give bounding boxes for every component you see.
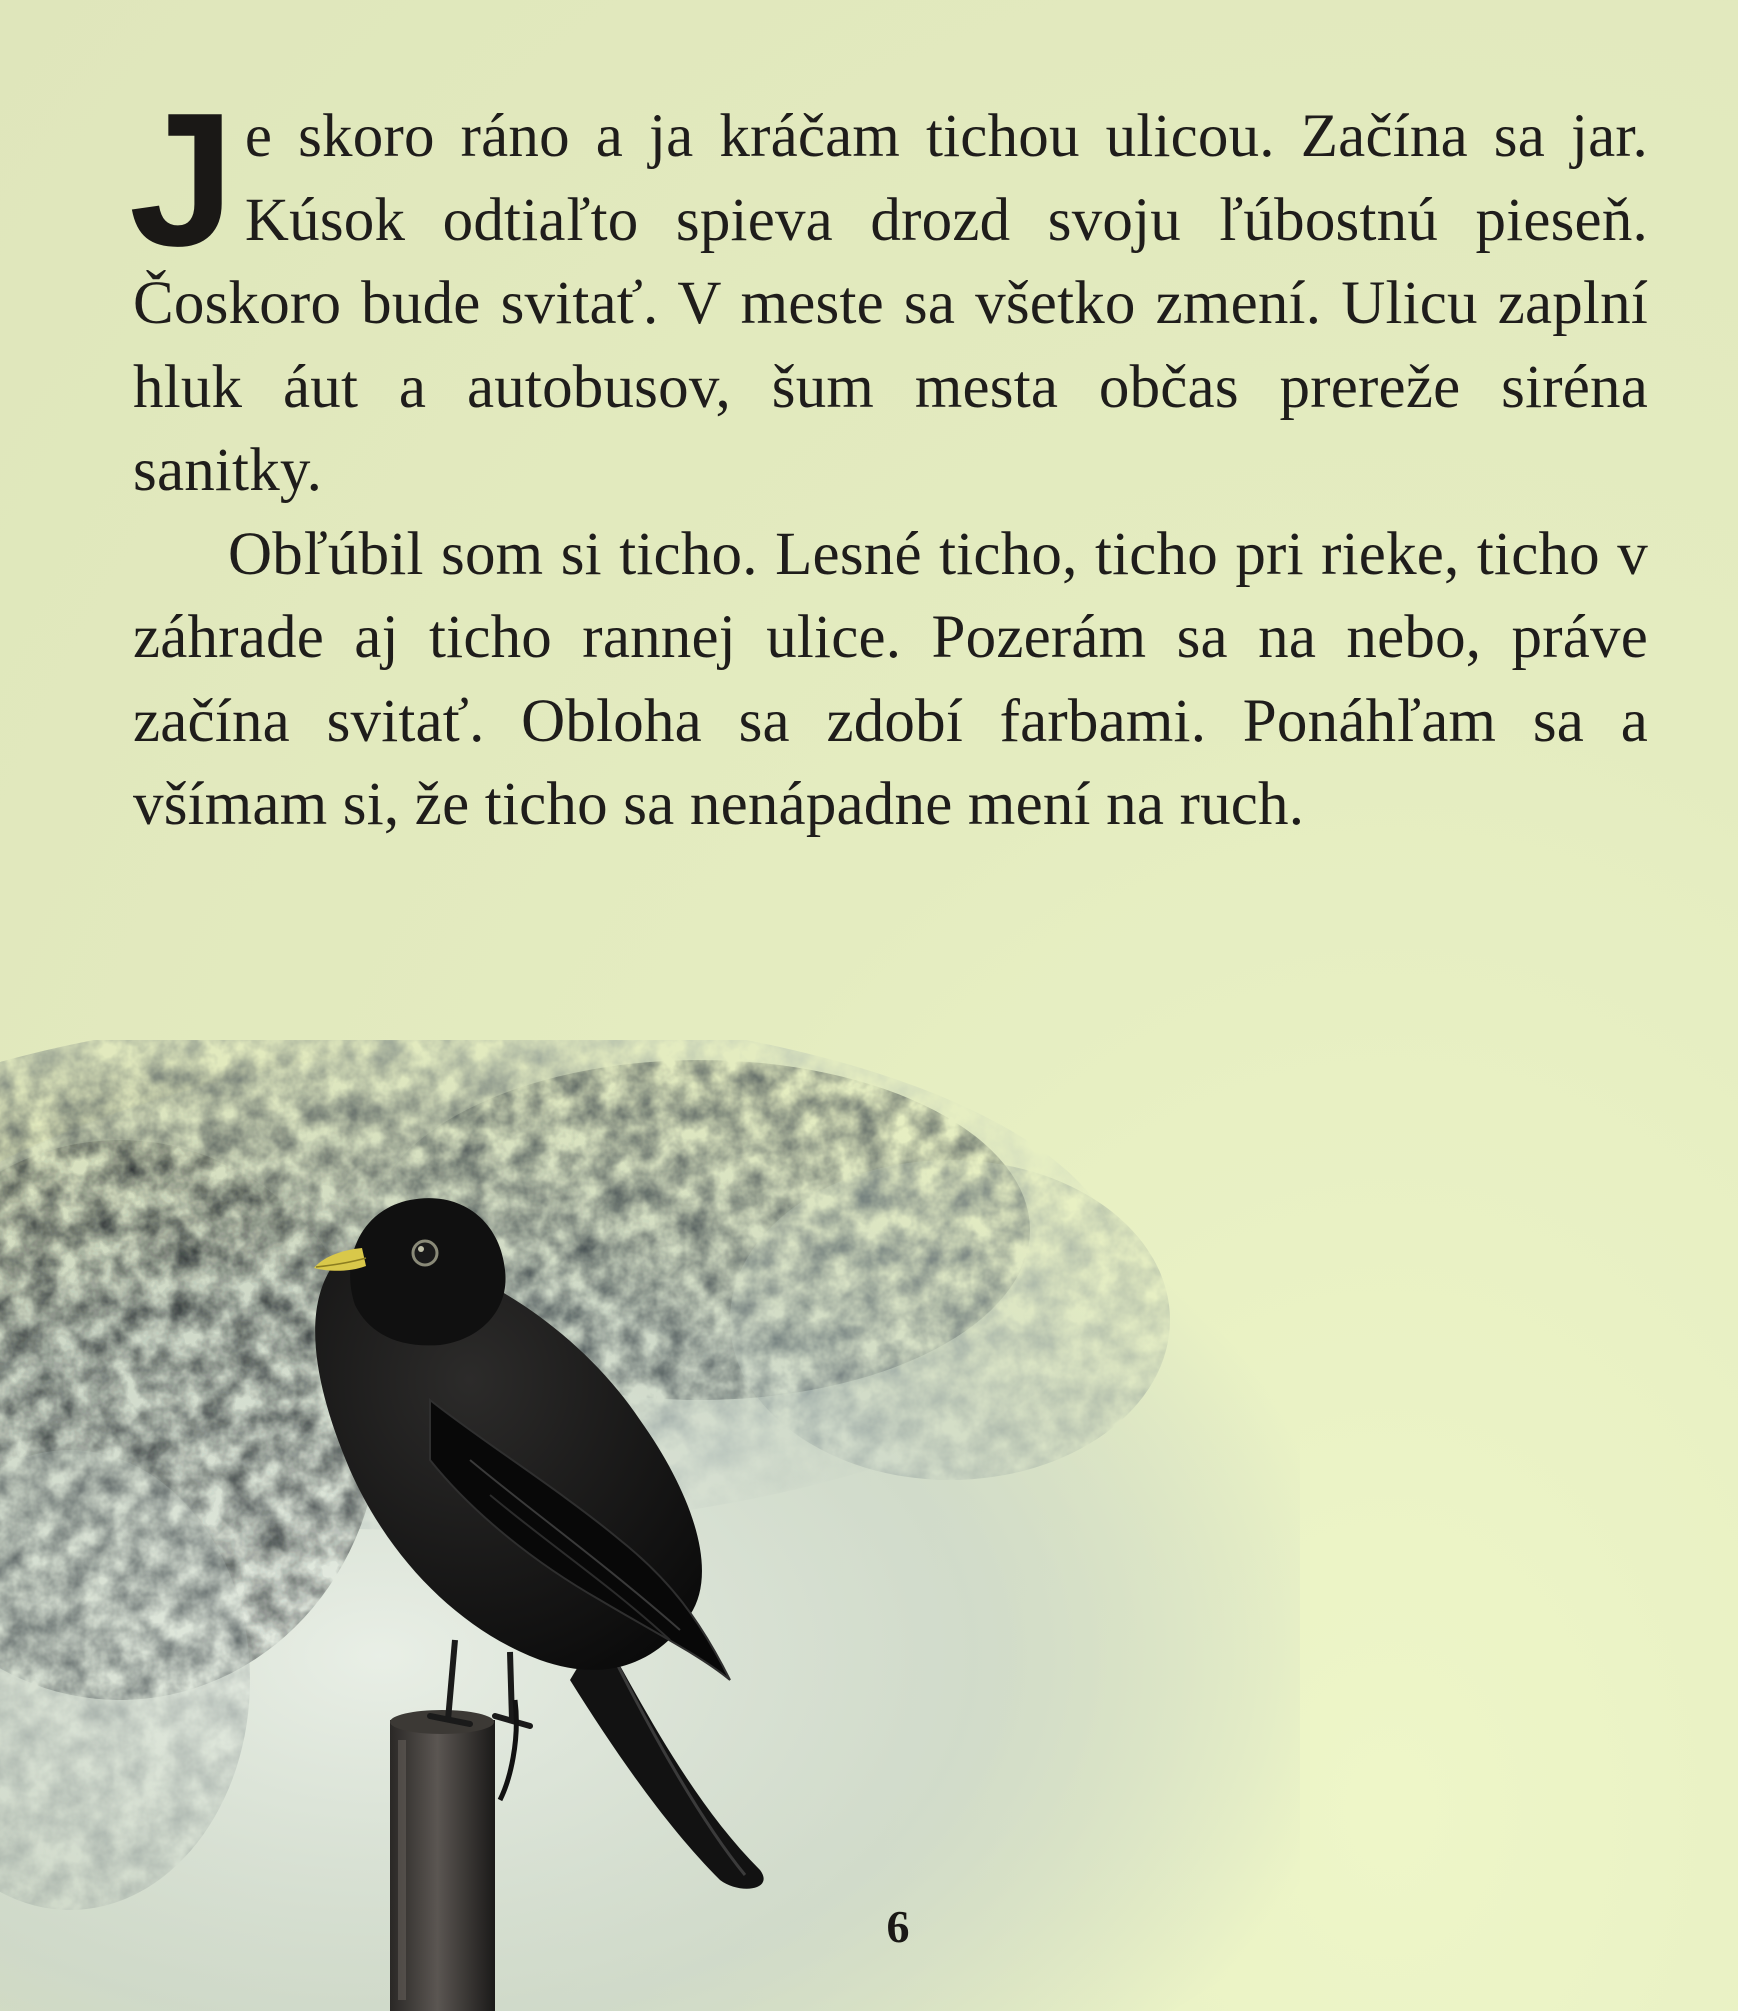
blackbird-illustration bbox=[0, 1040, 1300, 2011]
post bbox=[390, 1710, 495, 2011]
paragraph-2: Obľúbil som si ticho. Lesné ticho, ticho pri rieke, ticho v záhrade aj ticho rannej ulice. Pozerám sa na nebo, práve začína svitať. Obloha sa zdobí farbami. Ponáhľam sa a všímam si, že ticho sa nenápadne mení na ruch. bbox=[133, 520, 1648, 838]
paragraph-1-text: e skoro ráno a ja kráčam tichou ulicou. Začína sa jar. Kúsok odtiaľto spieva drozd svoju ľúbostnú pieseň. Čoskoro bude svitať. V meste sa všetko zmení. Ulicu zaplní hluk áut a autobusov, šum mesta občas prereže siréna sanitky. bbox=[133, 103, 1648, 504]
paragraph-1 bbox=[129, 74, 1648, 513]
page-number: 6 bbox=[886, 1901, 910, 1952]
story-text bbox=[129, 74, 1648, 847]
drop-cap: J bbox=[129, 74, 235, 286]
